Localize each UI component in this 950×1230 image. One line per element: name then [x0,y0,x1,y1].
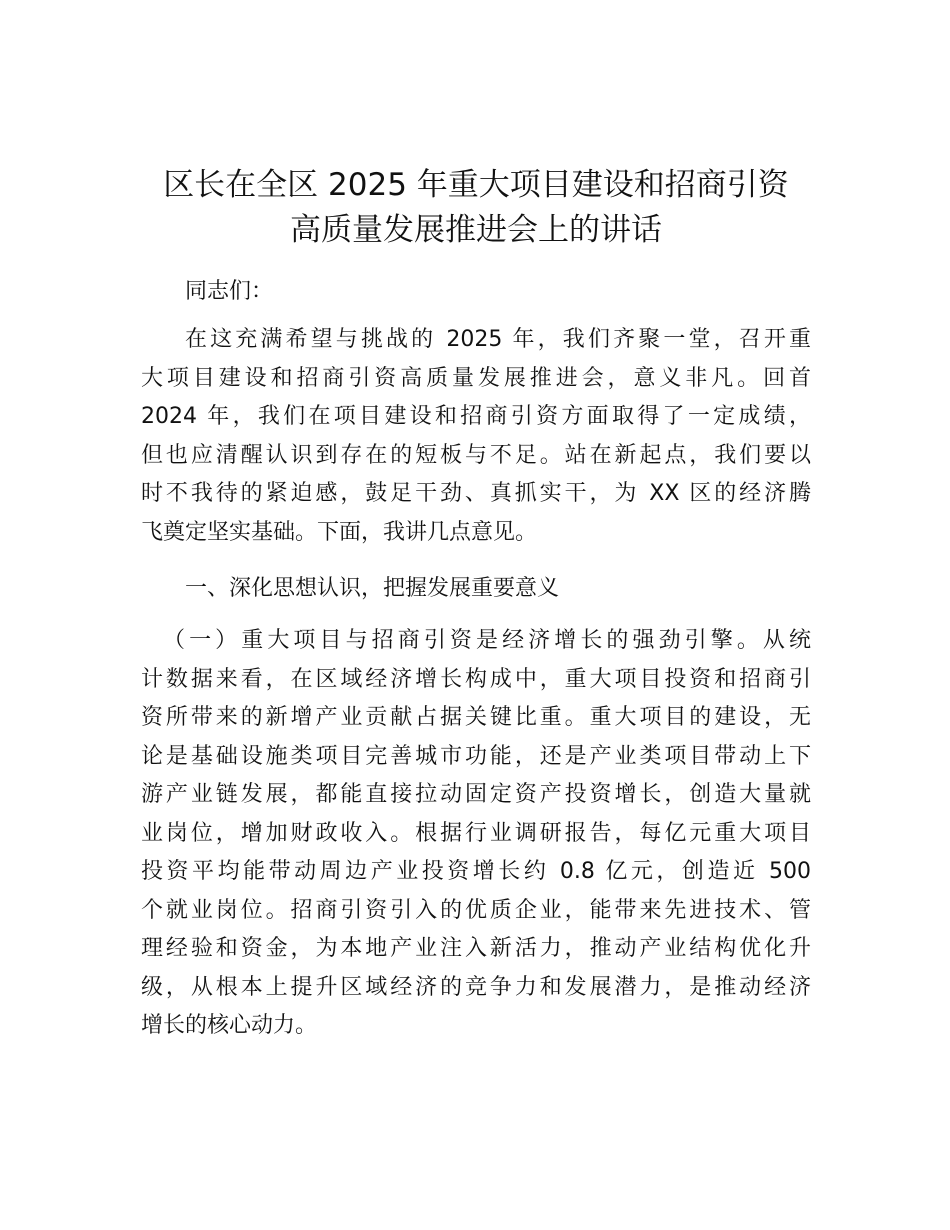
document-title-line-1: 区长在全区 2025 年重大项目建设和招商引资 [163,167,789,203]
intro-line: 大项目建设和招商引资高质量发展推进会，意义非凡。回首 [141,365,811,391]
section-1-1-line: 理经验和资金，为本地产业注入新活力，推动产业结构优化升 [141,936,811,961]
intro-line: 时不我待的紧迫感，鼓足干劲、真抓实干，为 XX 区的经济腾 [141,481,811,506]
section-1-heading: 一、深化思想认识，把握发展重要意义 [185,576,560,601]
intro-line: 但也应清醒认识到存在的短板与不足。站在新起点，我们要以 [141,442,811,468]
salutation: 同志们： [185,279,274,304]
section-1-1-line: 论是基础设施类项目完善城市功能，还是产业类项目带动上下 [141,743,811,769]
section-1-1-line: 计数据来看，在区域经济增长构成中，重大项目投资和招商引 [141,666,811,692]
document-title-line-2: 高质量发展推进会上的讲话 [290,212,662,248]
intro-paragraph [141,321,811,552]
section-1-1-line: 增长的核心动力。 [141,1013,318,1038]
document-page [141,163,811,1046]
section-1-1-line: 个就业岗位。招商引资引入的优质企业，能带来先进技术、管 [141,897,811,923]
section-1-1-line: 资所带来的新增产业贡献占据关键比重。重大项目的建设，无 [141,705,811,730]
section-1-1-paragraph [141,622,811,1046]
section-1-1-line: 游产业链发展，都能直接拉动固定资产投资增长，创造大量就 [141,782,811,807]
section-1-1-line: 投资平均能带动周边产业投资增长约 0.8 亿元，创造近 500 [141,859,811,884]
intro-line: 2024 年，我们在项目建设和招商引资方面取得了一定成绩， [141,404,811,429]
intro-line: 在这充满希望与挑战的 2025 年，我们齐聚一堂，召开重 [185,327,811,352]
intro-line: 飞奠定坚实基础。下面，我讲几点意见。 [141,519,538,545]
section-1-1-line: 级，从根本上提升区域经济的竞争力和发展潜力，是推动经济 [141,974,811,1000]
section-1-1-line: 业岗位，增加财政收入。根据行业调研报告，每亿元重大项目 [141,820,811,846]
section-1-1-line: （一）重大项目与招商引资是经济增长的强劲引擎。从统 [163,628,811,653]
